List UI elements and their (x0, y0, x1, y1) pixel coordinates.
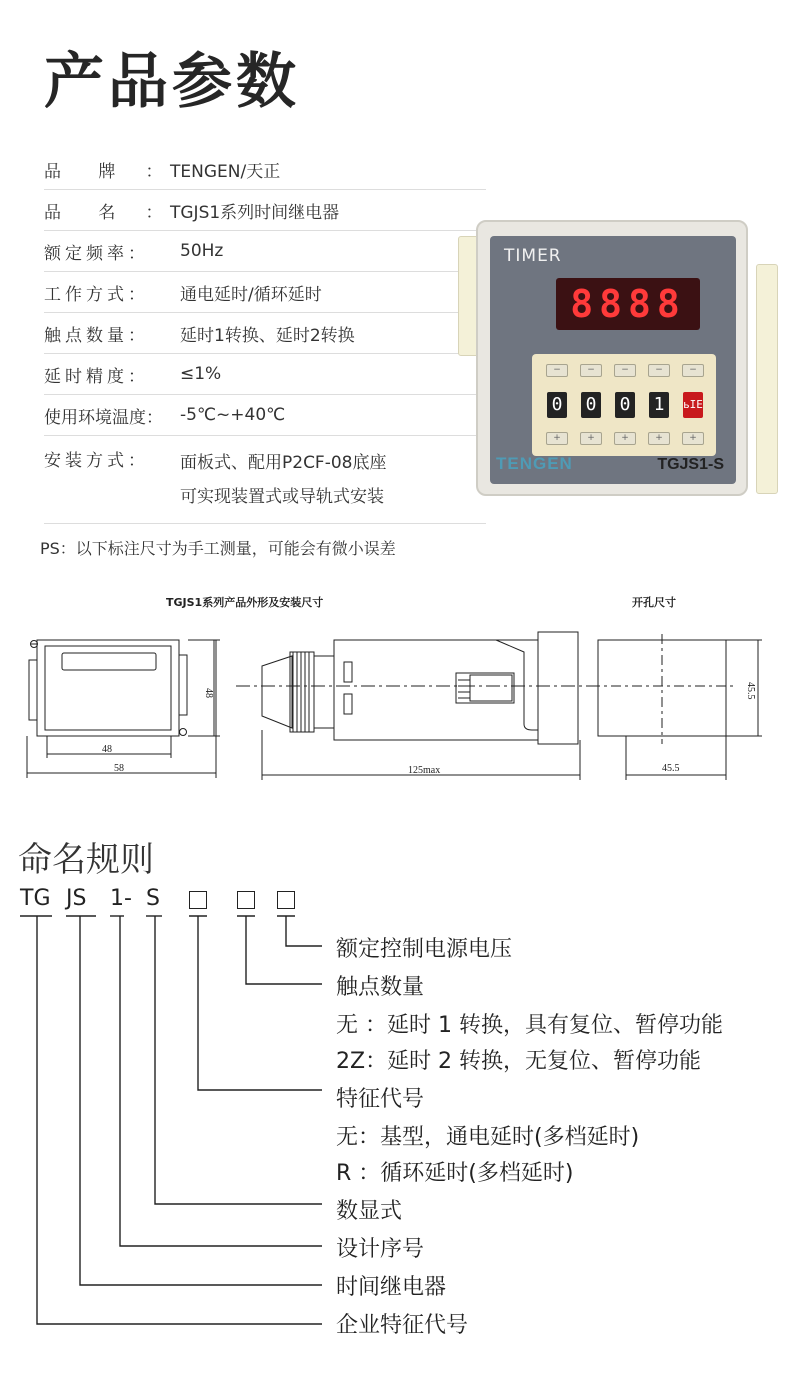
naming-desc-digital: 数显式 (336, 1199, 403, 1224)
transparent-cover (476, 220, 748, 496)
spec-table (44, 150, 486, 524)
increment-button: + (580, 432, 602, 445)
led-display: 8888 (556, 278, 700, 330)
dim-125max: 125max (408, 765, 441, 776)
spec-label: 使用环境温度： (44, 407, 163, 428)
code-part-tg: TG (20, 886, 51, 911)
spec-value: 延时1转换、延时2转换 (180, 325, 355, 346)
spec-row-installation (44, 436, 486, 524)
spec-row-temperature (44, 395, 486, 436)
decrement-button: − (648, 364, 670, 377)
dimension-drawing (0, 610, 790, 790)
mounting-clip-right (756, 264, 778, 494)
dim-45-5-height: 45.5 (745, 682, 756, 700)
spec-value: -5℃~+40℃ (180, 405, 286, 425)
spec-label: 额定频率： (44, 243, 149, 264)
naming-desc-feature: 特征代号 (336, 1087, 425, 1112)
product-image (458, 216, 778, 496)
naming-desc-voltage: 额定控制电源电压 (336, 937, 513, 962)
increment-button: + (614, 432, 636, 445)
thumbwheel-keypad (532, 354, 716, 456)
spec-label: 品 牌 (44, 162, 132, 182)
spec-value: 50Hz (180, 241, 224, 261)
naming-desc-relay: 时间继电器 (336, 1275, 447, 1300)
spec-label: 延时精度： (44, 366, 149, 387)
spec-row-frequency (44, 231, 486, 272)
spec-value: 面板式、配用P2CF-08底座 可实现装置式或导轨式安装 (180, 452, 387, 507)
decrement-button: − (546, 364, 568, 377)
thumbwheel-digit: 0 (547, 392, 567, 418)
thumbwheel-digit: 0 (615, 392, 635, 418)
naming-desc-contacts-none: 无 ：延时 1 转换，具有复位、暂停功能 (336, 1013, 723, 1038)
spec-label: 安装方式： (44, 451, 149, 471)
increment-button: + (648, 432, 670, 445)
increment-button: + (546, 432, 568, 445)
cutout-view (590, 634, 762, 780)
spec-label: 品 名 (44, 202, 132, 223)
spec-label: 工作方式： (44, 284, 149, 305)
code-part-series: 1- (110, 886, 132, 911)
dim-58-width: 58 (114, 763, 124, 774)
decrement-button: − (580, 364, 602, 377)
thumbwheel-digit: 1 (649, 392, 669, 418)
thumbwheel-range: ьIE (683, 392, 703, 418)
brand-logo: TENGEN (496, 454, 573, 473)
naming-title: 命名规则 (18, 840, 154, 880)
front-view (27, 640, 220, 778)
naming-desc-contacts-2z: 2Z：延时 2 转换，无复位、暂停功能 (336, 1049, 702, 1074)
naming-desc-contacts: 触点数量 (336, 975, 425, 1000)
spec-value: 通电延时/循环延时 (180, 284, 322, 305)
cutout-title: 开孔尺寸 (632, 596, 676, 609)
spec-value: ： TENGEN/天正 (145, 162, 281, 182)
naming-leader-lines (0, 900, 340, 1340)
drawing-title: TGJS1系列产品外形及安装尺寸 (166, 596, 324, 609)
page-title: 产品参数 (44, 47, 300, 117)
increment-button: + (682, 432, 704, 445)
spec-row-contacts (44, 313, 486, 354)
thumbwheel-digit: 0 (581, 392, 601, 418)
decrement-button: − (682, 364, 704, 377)
naming-desc-feature-r: R ：循环延时(多档延时) (336, 1161, 574, 1186)
naming-desc-company: 企业特征代号 (336, 1313, 469, 1338)
timer-face (490, 236, 736, 484)
dim-48-height: 48 (203, 688, 214, 698)
naming-desc-feature-basic: 无：基型，通电延时(多档延时) (336, 1125, 640, 1150)
naming-desc-design: 设计序号 (336, 1237, 425, 1262)
code-part-js: JS (66, 886, 87, 911)
code-part-s: S (146, 886, 160, 911)
spec-label: 触点数量： (44, 325, 149, 346)
dim-45-5-width: 45.5 (662, 763, 680, 774)
model-number: TGJS1-S (657, 456, 724, 473)
spec-row-brand (44, 150, 486, 190)
timer-label: TIMER (504, 246, 562, 266)
spec-value: ≤1% (180, 364, 222, 384)
spec-row-mode (44, 272, 486, 313)
decrement-button: − (614, 364, 636, 377)
dim-48-width: 48 (102, 744, 112, 755)
side-view (236, 632, 600, 780)
ps-note: PS：以下标注尺寸为手工测量，可能会有微小误差 (40, 539, 396, 558)
spec-row-name (44, 190, 486, 231)
spec-row-accuracy (44, 354, 486, 395)
spec-value: ： TGJS1系列时间继电器 (145, 202, 340, 223)
